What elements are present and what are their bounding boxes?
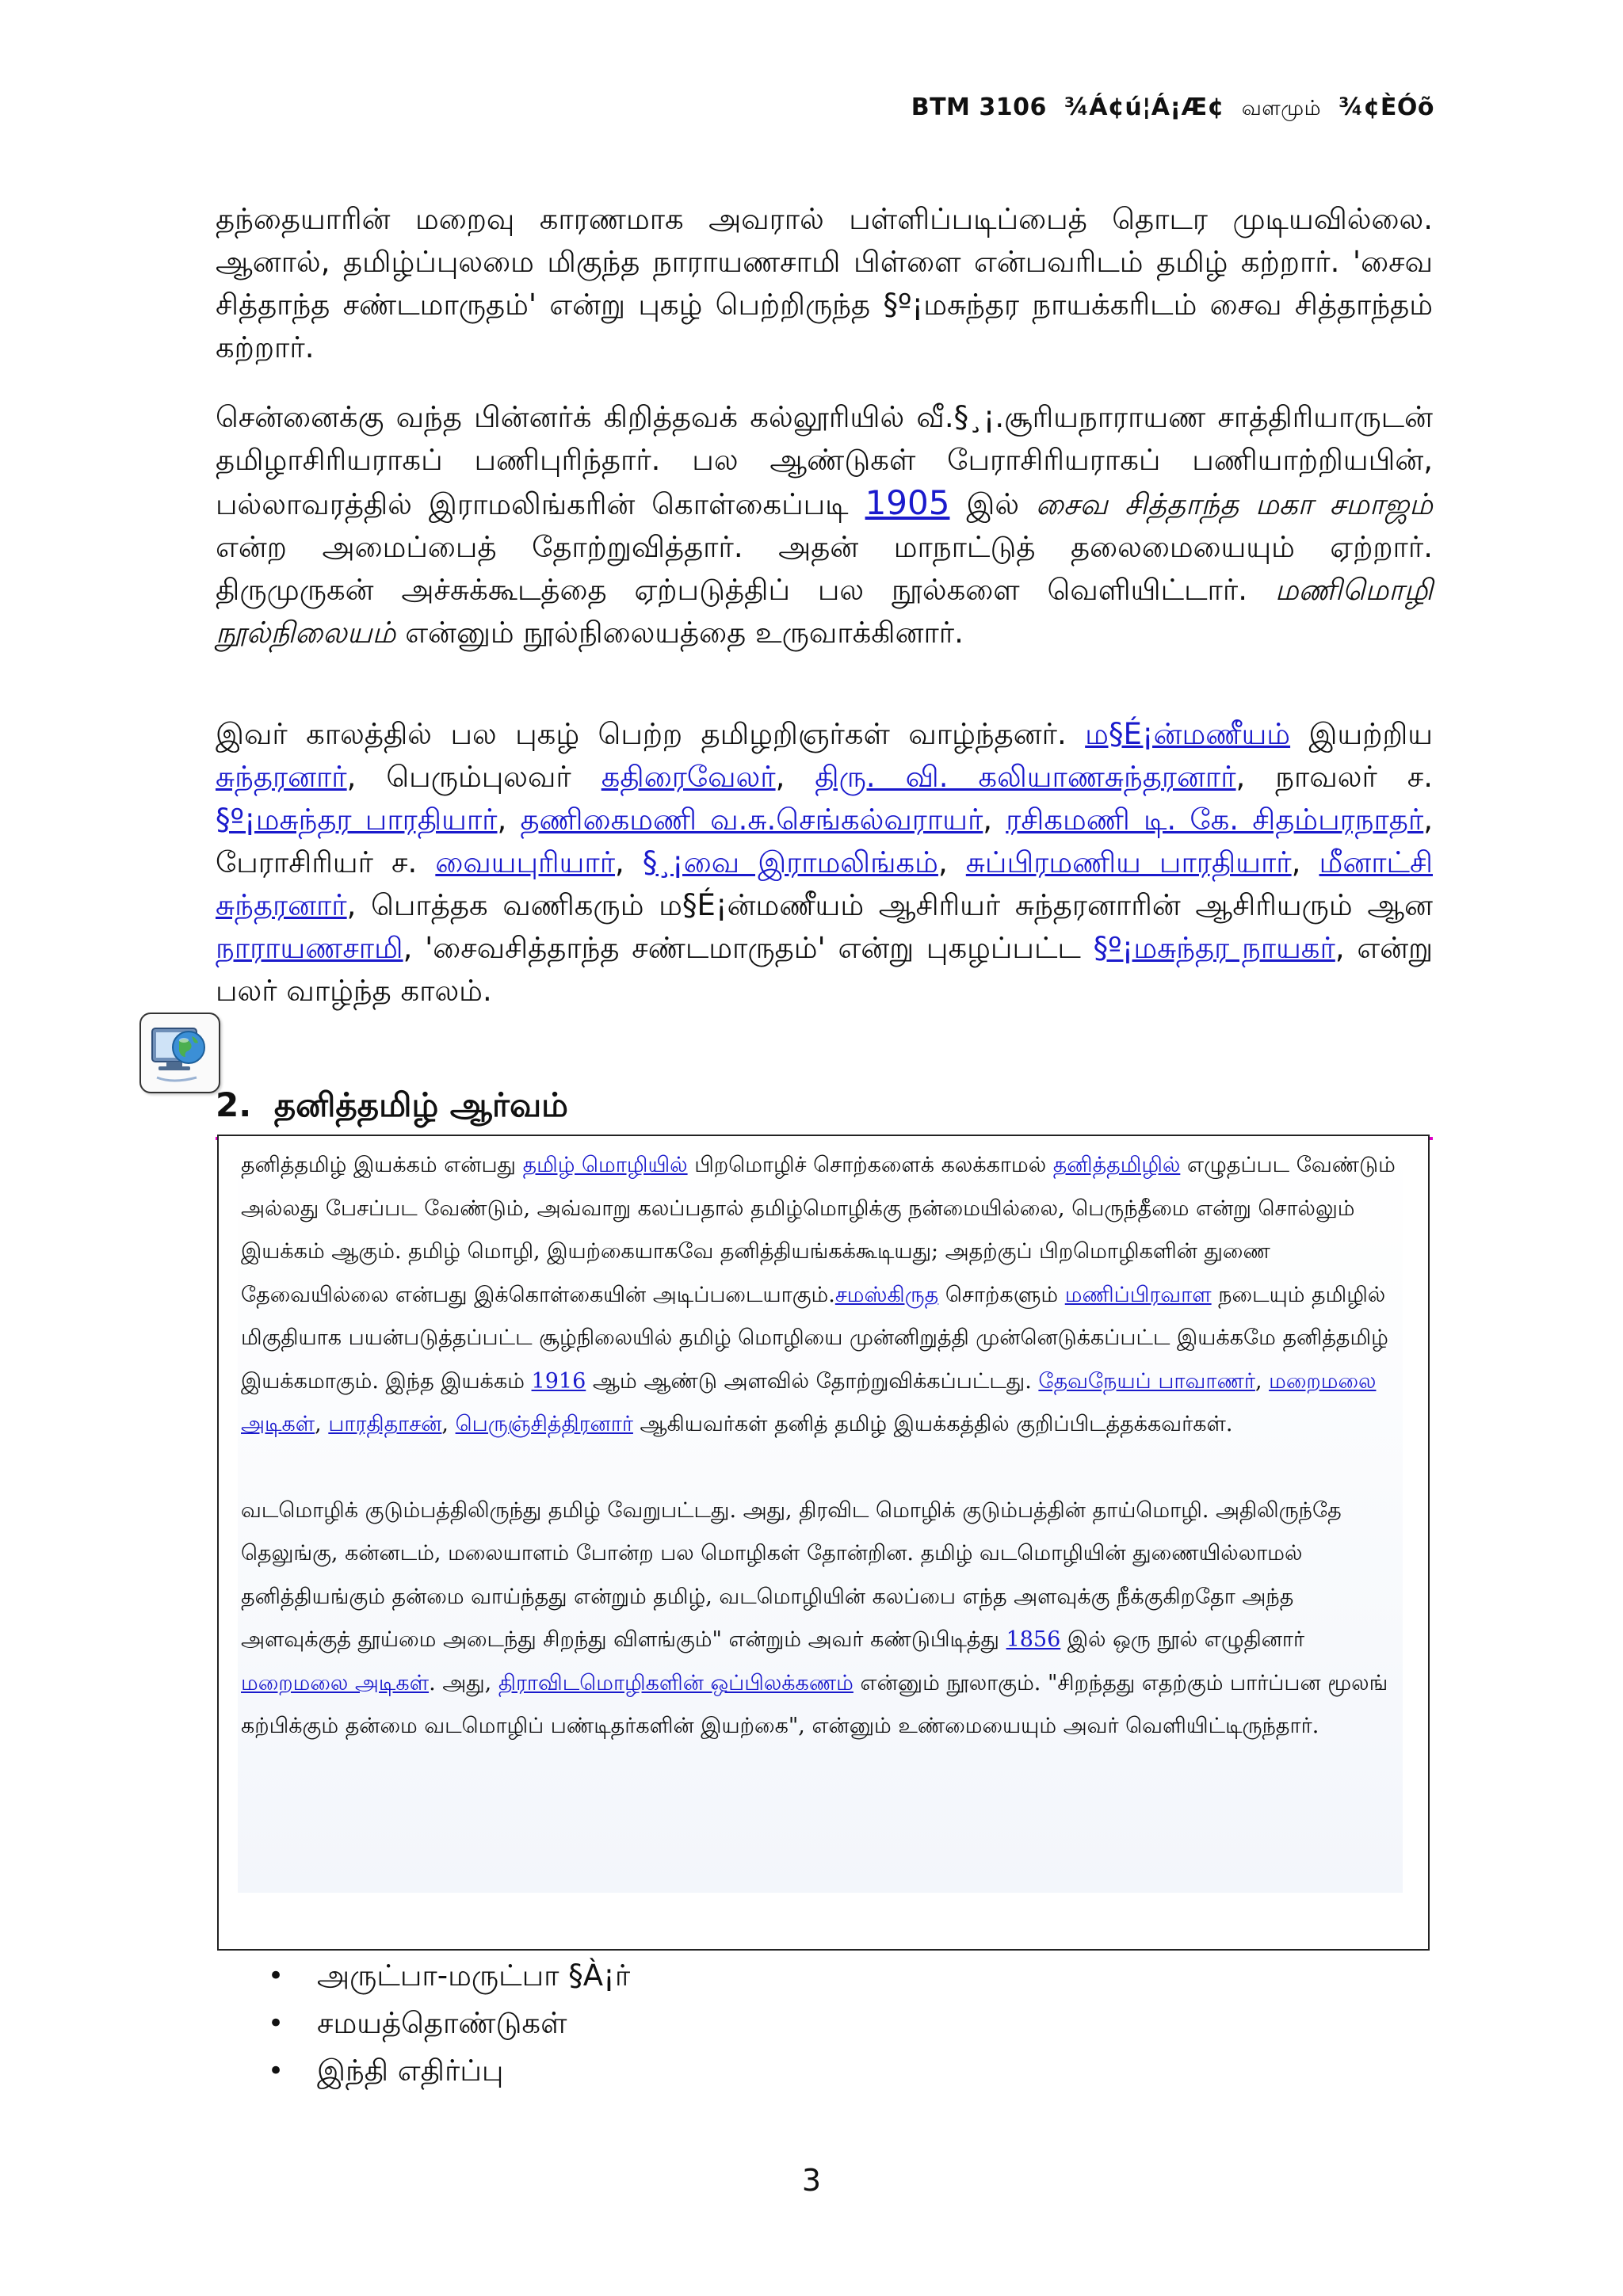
network-globe-icon[interactable]: [139, 1013, 220, 1093]
paragraph-1-text: தந்தையாரின் மறைவு காரணமாக அவரால் பள்ளிப்படிப்பைத் தொடர முடியவில்லை. ஆனால், தமிழ்ப்புலமை மிகுந்த நாராயணசாமி பிள்ளை என்பவரிடம் தமிழ் கற்றார். 'சைவ சித்தாந்த சண்டமாருதம்' என்று புகழ் பெற்றிருந்த §º¡மசுந்தர நாயக்கரிடம் சைவ சித்தாந்தம் கற்றார்.: [216, 202, 1433, 364]
section-heading: [216, 1085, 1433, 1140]
q1-text-d: சொற்களும்: [945, 1282, 1059, 1307]
q2-text-a: வடமொழிக் குடும்பத்திலிருந்து தமிழ் வேறுபட்டது. அது, திரவிட மொழிக் குடும்பத்தின் தாய்மொழி. அதிலிருந்தே தெலுங்கு, கன்னடம், மலையாளம் போன்ற பல மொழிகள் தோன்றின. தமிழ் வடமொழியின் துணையில்லாமல் தனித்தியங்கும் தன்மை வாய்ந்தது என்றும் தமிழ், வடமொழியின் கலப்பை எந்த அளவுக்கு நீக்குகிறதோ அந்த அளவுக்குத் தூய்மை அடைந்து சிறந்து விளங்கும்" என்றும் அவர் கண்டுபிடித்து: [241, 1497, 1342, 1652]
link-dravida-oppilakkanam[interactable]: திராவிடமொழிகளின் ஒப்பிலக்கணம்: [498, 1670, 854, 1695]
section-number: 2.: [216, 1085, 252, 1124]
q1-text-e: நடையும் தமிழில் மிகுதியாக பயன்படுத்தப்பட்ட சூழ்நிலையில் தமிழ் மொழியை முன்னிறுத்தி முன்னெடுக்கப்பட்ட இயக்கமே தனித்தமிழ் இயக்கமாகும். இந்த இயக்கம்: [241, 1282, 1388, 1394]
link-samaskiruda[interactable]: சமஸ்கிருத: [834, 1282, 939, 1307]
link-thanigaimani[interactable]: தணிகைமணி வ.சு.செங்கல்வராயர்: [520, 803, 983, 837]
bullet-item: • அருட்பா-மருட்பா §À¡ர்: [254, 1952, 630, 2000]
link-somasundara-nayagar[interactable]: §º¡மசுந்தர நாயகர்: [1093, 931, 1335, 965]
link-bharathidasan[interactable]: பாரதிதாசன்: [328, 1412, 442, 1436]
q2-text-c: . அது,: [429, 1670, 492, 1695]
p2-text-a: சென்னைக்கு வந்த பின்னர்க் கிறித்தவக் கல்லூரியில் வீ.§¸¡.சூரியநாராயண சாத்திரியாருடன் தமிழாசிரியராகப் பணிபுரிந்தார். பல ஆண்டுகள் பேராசிரியராகப் பணியாற்றியபின், பல்லாவரத்தில் இராமலிங்கரின் கொள்கைப்படி: [216, 400, 1433, 521]
link-manonmaniyam[interactable]: ம§É¡ன்மணீயம்: [1085, 717, 1291, 751]
link-vaiyapuriyar[interactable]: வையபுரியார்: [435, 845, 616, 879]
paragraph-3: இவர் காலத்தில் பல புகழ் பெற்ற தமிழறிஞர்கள் வாழ்ந்தனர். ம§É¡ன்மணீயம் இயற்றிய சுந்தரனார், பெரும்புலவர் கதிரைவேலர், திரு. வி. கலியாணசுந்தரனார், நாவலர் ச. §º¡மசுந்தர பாரதியார், தணிகைமணி வ.சு.செங்கல்வராயர், ரசிகமணி டி. கே. சிதம்பரநாதர், பேராசிரியர் ச. வையபுரியார், §¸¡வை இராமலிங்கம், சுப்பிரமணிய பாரதியார், மீனாட்சி சுந்தரனார், பொத்தக வணிகரும் ம§É¡ன்மணீயம் ஆசிரியர் சுந்தரனாரின் ஆசிரியரும் ஆன நாராயணசாமி, 'சைவசித்தாந்த சண்டமாருதம்' என்று புகழப்பட்ட §º¡மசுந்தர நாயகர், என்று பலர் வாழ்ந்த காலம்.: [216, 717, 1434, 1008]
bullet-list: [254, 1952, 630, 2095]
p3-text-3: , பெரும்புலவர்: [346, 760, 571, 794]
quoted-text-box: [217, 1135, 1430, 1951]
page-number: 3: [801, 2163, 822, 2198]
link-1856[interactable]: 1856: [1006, 1627, 1061, 1652]
q2-text-b: இல் ஒரு நூல் எழுதினார்: [1067, 1627, 1305, 1652]
link-maraimalai-adigal-2[interactable]: மறைமலை அடிகள்: [241, 1670, 430, 1695]
p2-text-d: என்னும் நூல்நிலையத்தை உருவாக்கினார்.: [405, 616, 964, 650]
course-code: BTM 3106: [911, 93, 1047, 121]
link-perunchithiranar[interactable]: பெருஞ்சித்திரனார்: [455, 1412, 633, 1436]
p3-text-4: நாவலர் ச.: [1275, 760, 1433, 794]
q1-text-g: ஆகியவர்கள் தனித் தமிழ் இயக்கத்தில் குறிப்பிடத்தக்கவர்கள்.: [640, 1412, 1233, 1436]
header-garbled-2: ¾¢ÈÓõ: [1338, 93, 1434, 121]
link-thanithamizh[interactable]: தனித்தமிழில்: [1052, 1153, 1181, 1177]
link-sundaranar[interactable]: சுந்தரனார்: [216, 760, 347, 794]
p2-text-b: இல்: [966, 487, 1020, 521]
q1-text-c: எழுதப்பட வேண்டும் அல்லது பேசப்பட வேண்டும், அவ்வாறு கலப்பதால் தமிழ்மொழிக்கு நன்மையில்லை, பெருந்தீமை என்று சொல்லும் இயக்கம் ஆகும். தமிழ் மொழி, இயற்கையாகவே தனித்தியங்கக்கூடியது; அதற்குப் பிறமொழிகளின் துணை தேவையில்லை என்பது இக்கொள்கையின் அடிப்படையாகும்.: [241, 1153, 1396, 1307]
link-subramaniya-bharathiyar[interactable]: சுப்பிரமணிய பாரதியார்: [965, 845, 1292, 879]
p3-text-7: , 'சைவசித்தாந்த சண்டமாருதம்' என்று புகழப்பட்ட: [403, 931, 1081, 965]
q1-text-f: ஆம் ஆண்டு அளவில் தோற்றுவிக்கப்பட்டது.: [592, 1368, 1032, 1394]
quote-paragraph-1: தனித்தமிழ் இயக்கம் என்பது தமிழ் மொழியில் பிறமொழிச் சொற்களைக் கலக்காமல் தனித்தமிழில் எழுதப்பட வேண்டும் அல்லது பேசப்பட வேண்டும், அவ்வாறு கலப்பதால் தமிழ்மொழிக்கு நன்மையில்லை, பெருந்தீமை என்று சொல்லும் இயக்கம் ஆகும். தமிழ் மொழி, இயற்கையாகவே தனித்தியங்கக்கூடியது; அதற்குப் பிறமொழிகளின் துணை தேவையில்லை என்பது இக்கொள்கையின் அடிப்படையாகும்.சமஸ்கிருத சொற்களும் மணிப்பிரவாள நடையும் தமிழில் மிகுதியாக பயன்படுத்தப்பட்ட சூழ்நிலையில் தமிழ் மொழியை முன்னிறுத்தி முன்னெடுக்கப்பட்ட இயக்கமே தனித்தமிழ் இயக்கமாகும். இந்த இயக்கம் 1916 ஆம் ஆண்டு அளவில் தோற்றுவிக்கப்பட்டது. தேவநேயப் பாவாணர், மறைமலை அடிகள், பாரதிதாசன், பெருஞ்சித்திரனார் ஆகியவர்கள் தனித் தமிழ் இயக்கத்தில் குறிப்பிடத்தக்கவர்கள்.: [241, 1153, 1396, 1436]
paragraph-1: [216, 198, 1433, 369]
p3-text-5: , பேராசிரியர் ச.: [216, 803, 1433, 879]
p3-text-2: இயற்றிய: [1308, 717, 1434, 751]
link-devaneya-pavanar[interactable]: தேவநேயப் பாவாணர்: [1038, 1368, 1255, 1394]
link-somasundara-bharathiyar[interactable]: §º¡மசுந்தர பாரதியார்: [216, 803, 498, 837]
p2-text-c: என்ற அமைப்பைத் தோற்றுவித்தார். அதன் மாநாட்டுத் தலைமையையும் ஏற்றார். திருமுருகன் அச்சுக்கூடத்தை ஏற்படுத்திப் பல நூல்களை வெளியிட்டார்.: [216, 530, 1433, 607]
link-maraimalai-adigal-1[interactable]: மறைமலை அடிகள்: [241, 1368, 1377, 1436]
link-kathiraivelar[interactable]: கதிரைவேலர்: [601, 760, 776, 794]
p2-italic-library: மணிமொழி நூல்நிலையம்: [216, 573, 1434, 650]
link-kovai-ramalingam[interactable]: §¸¡வை இராமலிங்கம்: [642, 845, 938, 879]
link-thiru-vi-ka[interactable]: திரு. வி. கலியாணசுந்தரனார்: [815, 760, 1236, 794]
p3-text-1: இவர் காலத்தில் பல புகழ் பெற்ற தமிழறிஞர்கள் வாழ்ந்தனர்.: [216, 717, 1067, 751]
link-1916[interactable]: 1916: [531, 1368, 586, 1394]
header-garbled-1: ¾Á¢ú¦Á¡Æ¢: [1064, 93, 1225, 121]
p3-text-8: , என்று பலர் வாழ்ந்த காலம்.: [216, 931, 1434, 1008]
link-rasikamani[interactable]: ரசிகமணி டி. கே. சிதம்பரநாதர்: [1006, 803, 1424, 837]
quote-paragraph-2: [238, 1489, 1403, 1749]
page-header: [911, 93, 1434, 123]
bullet-item: • சமயத்தொண்டுகள்: [254, 2000, 630, 2047]
year-1905-link[interactable]: 1905: [865, 483, 950, 522]
link-narayanasami[interactable]: நாராயணசாமி: [216, 931, 403, 965]
link-tamil-mozhi[interactable]: தமிழ் மொழியில்: [522, 1153, 688, 1177]
bullet-item: • இந்தி எதிர்ப்பு: [254, 2047, 630, 2095]
quoted-text-inner: [238, 1144, 1403, 1893]
paragraph-2: [216, 396, 1433, 654]
q1-text-b: பிறமொழிச் சொற்களைக் கலக்காமல்: [694, 1153, 1047, 1177]
p3-text-6: , பொத்தக வணிகரும் ம§É¡ன்மணீயம் ஆசிரியர் சுந்தரனாரின் ஆசிரியரும் ஆன: [346, 888, 1433, 922]
section-title-text: தனித்தமிழ் ஆர்வம்: [273, 1085, 568, 1124]
q1-text-a: தனித்தமிழ் இயக்கம் என்பது: [241, 1153, 516, 1177]
link-meenakshi-sundaranar[interactable]: மீனாட்சி சுந்தரனார்: [216, 845, 1433, 922]
link-manipravala[interactable]: மணிப்பிரவாள: [1064, 1282, 1212, 1307]
header-mid: வளமும்: [1241, 97, 1322, 120]
p2-italic-samajam: சைவ சித்தாந்த மகா சமாஜம்: [1036, 487, 1434, 521]
q2-text-d: என்னும் நூலாகும். "சிறந்தது எதற்கும் பார்ப்பன மூலங் கற்பிக்கும் தன்மை வடமொழிப் பண்டிதர்களின் இயற்கை", என்னும் உண்மையையும் அவர் வெளியிட்டிருந்தார்.: [241, 1670, 1388, 1738]
